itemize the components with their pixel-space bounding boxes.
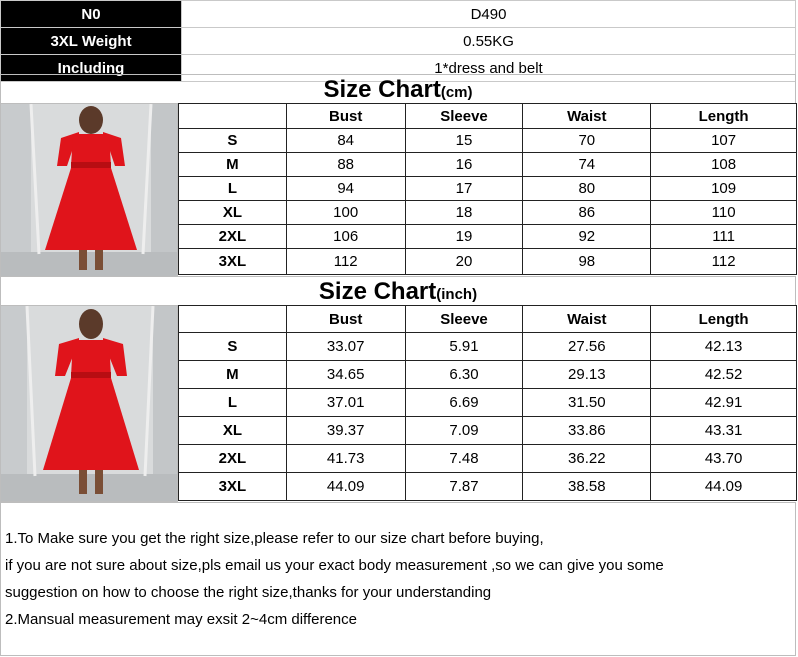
size-label: 3XL (179, 473, 287, 501)
cell: 38.58 (523, 473, 651, 501)
size-label: XL (179, 417, 287, 445)
cell: 6.69 (405, 389, 523, 417)
note-line: 1.To Make sure you get the right size,please refer to our size chart before buying, (5, 530, 544, 547)
cm-size-table (178, 103, 797, 275)
cell: 7.09 (405, 417, 523, 445)
cm-chart-title (0, 74, 796, 104)
cell: 5.91 (405, 333, 523, 361)
cell: 88 (286, 153, 405, 177)
table-row (179, 361, 797, 389)
info-label: Including (1, 55, 182, 82)
cell: 17 (405, 177, 523, 201)
cell: 92 (523, 225, 651, 249)
table-row (179, 249, 797, 275)
table-row (179, 177, 797, 201)
cell: 110 (651, 201, 797, 225)
size-label: L (179, 389, 287, 417)
note-line: 2.Mansual measurement may exsit 2~4cm difference (5, 611, 357, 628)
info-value: 0.55KG (182, 28, 796, 55)
column-header: Waist (523, 104, 651, 129)
size-label: S (179, 333, 287, 361)
cell: 29.13 (523, 361, 651, 389)
table-row (179, 153, 797, 177)
cell: 43.31 (651, 417, 797, 445)
size-label: S (179, 129, 287, 153)
dress-image (1, 104, 177, 276)
cell: 39.37 (286, 417, 405, 445)
cell: 98 (523, 249, 651, 275)
cell: 20 (405, 249, 523, 275)
table-row (179, 445, 797, 473)
cell: 84 (286, 129, 405, 153)
info-row-weight (1, 28, 796, 55)
cell: 27.56 (523, 333, 651, 361)
size-label: M (179, 153, 287, 177)
cell: 7.48 (405, 445, 523, 473)
column-header: Waist (523, 306, 651, 333)
table-header-row (179, 306, 797, 333)
cell: 100 (286, 201, 405, 225)
chart-unit: (cm) (440, 84, 473, 101)
cell: 86 (523, 201, 651, 225)
cell: 42.13 (651, 333, 797, 361)
cell: 112 (651, 249, 797, 275)
column-header: Length (651, 104, 797, 129)
cell: 33.86 (523, 417, 651, 445)
cell: 31.50 (523, 389, 651, 417)
dress-photo-inch (0, 305, 178, 502)
header-blank (179, 104, 287, 129)
table-row (179, 129, 797, 153)
cell: 44.09 (651, 473, 797, 501)
product-info-table (0, 0, 796, 82)
size-label: XL (179, 201, 287, 225)
info-value: D490 (182, 1, 796, 28)
size-label: 3XL (179, 249, 287, 275)
cell: 16 (405, 153, 523, 177)
cell: 112 (286, 249, 405, 275)
table-row (179, 389, 797, 417)
size-notes (0, 502, 796, 656)
header-blank (179, 306, 287, 333)
column-header: Bust (286, 306, 405, 333)
cell: 18 (405, 201, 523, 225)
chart-unit: (inch) (436, 286, 478, 303)
cell: 80 (523, 177, 651, 201)
info-row-number (1, 1, 796, 28)
cell: 7.87 (405, 473, 523, 501)
size-label: L (179, 177, 287, 201)
cell: 44.09 (286, 473, 405, 501)
note-line: if you are not sure about size,pls email us your exact body measurement ,so we can give you some (5, 557, 664, 574)
cell: 74 (523, 153, 651, 177)
cell: 43.70 (651, 445, 797, 473)
info-value: 1*dress and belt (182, 55, 796, 82)
cell: 19 (405, 225, 523, 249)
chart-title-text: Size Chart (318, 278, 437, 305)
size-label: 2XL (179, 225, 287, 249)
cell: 33.07 (286, 333, 405, 361)
cell: 108 (651, 153, 797, 177)
note-line: suggestion on how to choose the right size,thanks for your understanding (5, 584, 492, 601)
size-label: M (179, 361, 287, 389)
cell: 34.65 (286, 361, 405, 389)
table-row (179, 473, 797, 501)
info-label: 3XL Weight (1, 28, 182, 55)
inch-size-table (178, 305, 797, 501)
cell: 41.73 (286, 445, 405, 473)
size-label: 2XL (179, 445, 287, 473)
table-row (179, 201, 797, 225)
column-header: Length (651, 306, 797, 333)
cell: 37.01 (286, 389, 405, 417)
table-row (179, 333, 797, 361)
cell: 94 (286, 177, 405, 201)
table-row (179, 225, 797, 249)
column-header: Sleeve (405, 306, 523, 333)
cell: 42.52 (651, 361, 797, 389)
inch-chart-title (0, 276, 796, 306)
cell: 15 (405, 129, 523, 153)
cell: 111 (651, 225, 797, 249)
column-header: Bust (286, 104, 405, 129)
cell: 36.22 (523, 445, 651, 473)
cell: 106 (286, 225, 405, 249)
cell: 70 (523, 129, 651, 153)
cell: 107 (651, 129, 797, 153)
info-label: N0 (1, 1, 182, 28)
cell: 42.91 (651, 389, 797, 417)
table-row (179, 417, 797, 445)
cell: 109 (651, 177, 797, 201)
chart-title-text: Size Chart (323, 76, 441, 103)
dress-image (1, 306, 177, 501)
cell: 6.30 (405, 361, 523, 389)
column-header: Sleeve (405, 104, 523, 129)
table-header-row (179, 104, 797, 129)
dress-photo-cm (0, 103, 178, 277)
